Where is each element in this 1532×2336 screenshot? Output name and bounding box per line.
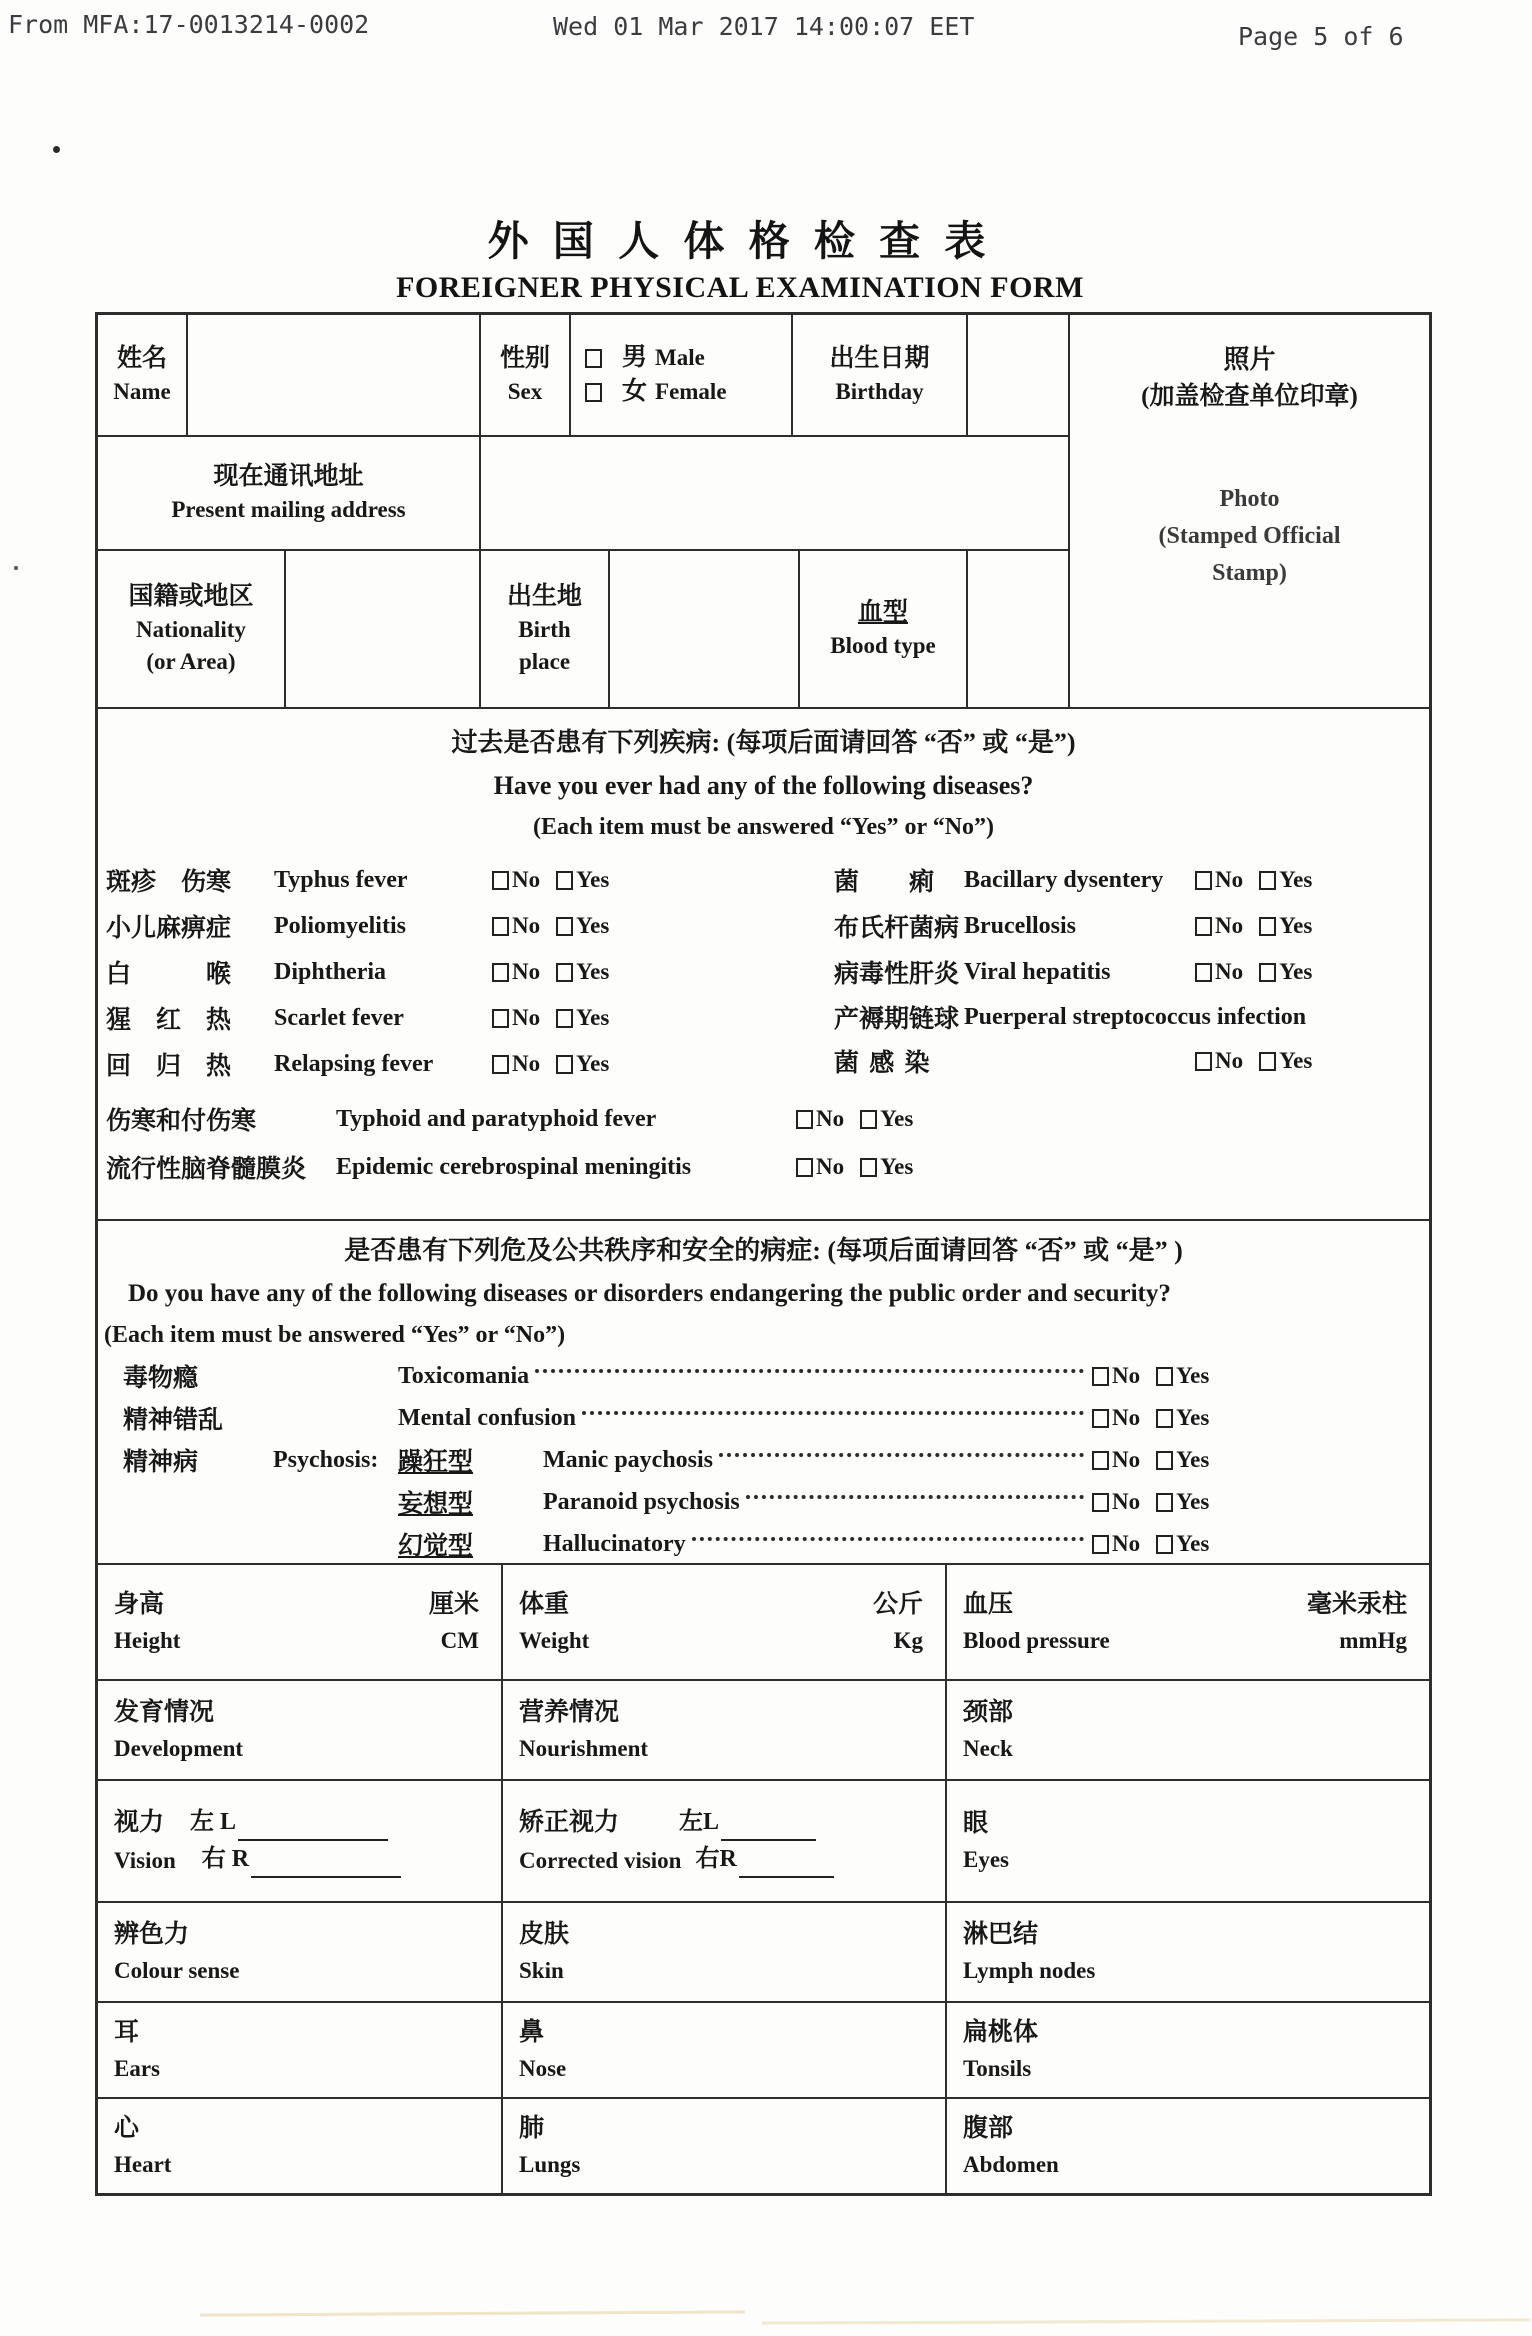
development-row (98, 1679, 1429, 1779)
dotted-leader (535, 1369, 1084, 1373)
yes-checkbox[interactable] (556, 1009, 573, 1028)
blood-type-label: 血型 Blood type (800, 551, 968, 707)
photo-caption-en: Photo (1219, 486, 1280, 512)
yes-checkbox[interactable] (1156, 1451, 1173, 1470)
no-checkbox[interactable] (796, 1110, 813, 1129)
no-checkbox[interactable] (492, 917, 509, 936)
dotted-leader (582, 1411, 1084, 1415)
no-checkbox[interactable] (492, 871, 509, 890)
weight-cell[interactable]: 体重 Weight 公斤 Kg (503, 1565, 947, 1679)
yes-checkbox[interactable] (1156, 1367, 1173, 1386)
lungs-cell[interactable]: 肺 Lungs (503, 2099, 947, 2193)
yes-checkbox[interactable] (556, 1055, 573, 1074)
disease-row-poliomyelitis: 小儿麻痹症 Poliomyelitis No Yes (106, 912, 610, 942)
scan-speck (53, 146, 60, 153)
no-checkbox[interactable] (1092, 1451, 1109, 1470)
fax-from: From MFA:17-0013214-0002 (8, 10, 370, 39)
sex-options (571, 315, 793, 435)
sex-label: 性别 Sex (481, 315, 571, 435)
development-cell[interactable]: 发育情况 Development (98, 1681, 503, 1779)
nourishment-cell[interactable]: 营养情况 Nourishment (503, 1681, 947, 1779)
birthday-value-field[interactable] (968, 315, 1068, 435)
no-checkbox[interactable] (1195, 871, 1212, 890)
vision-right-blank[interactable] (251, 1872, 401, 1878)
blood-type-value-field[interactable] (968, 551, 1068, 707)
colour-sense-cell[interactable]: 辨色力 Colour sense (98, 1903, 503, 2001)
disease-row-brucellosis: 布氏杆菌病 Brucellosis No Yes (834, 912, 1313, 942)
yes-checkbox[interactable] (1259, 1052, 1276, 1071)
height-cell[interactable]: 身高 Height 厘米 CM (98, 1565, 503, 1679)
form-title-en: FOREIGNER PHYSICAL EXAMINATION FORM (396, 271, 1084, 304)
disease-row-diphtheria: 白 喉 Diphtheria No Yes (106, 958, 610, 988)
lymph-nodes-cell[interactable]: 淋巴结 Lymph nodes (963, 1921, 1096, 1983)
corrected-vision-right-blank[interactable] (739, 1872, 834, 1878)
yes-checkbox[interactable] (1259, 917, 1276, 936)
disease-row-scarlet-fever: 猩 红 热 Scarlet fever No Yes (106, 1004, 610, 1034)
security-row-paranoid-psychosis: 妄想型 Paranoid psychosis No Yes (398, 1488, 1210, 1518)
name-value-field[interactable] (188, 315, 481, 435)
birthday-label: 出生日期 Birthday (793, 315, 968, 435)
yes-checkbox[interactable] (1259, 963, 1276, 982)
security-row-toxicomania: 毒物瘾 Toxicomania No Yes (123, 1362, 1210, 1392)
colour-sense-row (98, 1901, 1429, 2001)
yes-checkbox[interactable] (860, 1158, 877, 1177)
neck-cell[interactable]: 颈部 Neck (963, 1699, 1014, 1761)
scan-speck (14, 566, 18, 570)
sex-female-option[interactable]: 女 Female (585, 375, 727, 409)
skin-cell[interactable]: 皮肤 Skin (503, 1903, 947, 2001)
mailing-address-label: 现在通讯地址 Present mailing address (98, 437, 481, 549)
yes-checkbox[interactable] (1156, 1409, 1173, 1428)
ears-cell[interactable]: 耳 Ears (98, 2003, 503, 2097)
vision-row (98, 1779, 1429, 1901)
heart-cell[interactable]: 心 Heart (98, 2099, 503, 2193)
male-checkbox[interactable] (585, 349, 602, 368)
vitals-grid (98, 1563, 1429, 2193)
no-checkbox[interactable] (492, 963, 509, 982)
measurements-row (98, 1563, 1429, 1679)
disease-row-meningitis: 流行性脑脊髓膜炎 Epidemic cerebrospinal meningitis No Yes (106, 1153, 914, 1183)
disease-history-section (98, 707, 1429, 1219)
examination-form-table (95, 312, 1432, 2196)
mailing-address-value-field[interactable] (481, 437, 1068, 549)
nationality-label: 国籍或地区 Nationality (or Area) (98, 551, 286, 707)
identity-section (98, 315, 1429, 707)
female-checkbox[interactable] (585, 383, 602, 402)
vision-cell[interactable]: 视力 左 L Vision 右 R (98, 1781, 503, 1901)
yes-checkbox[interactable] (556, 871, 573, 890)
disease-header-zh: 过去是否患有下列疾病: (每项后面请回答 “否” 或 “是”) (451, 728, 1076, 757)
nose-cell[interactable]: 鼻 Nose (503, 2003, 947, 2097)
dotted-leader (692, 1537, 1084, 1541)
security-row-mental-confusion: 精神错乱 Mental confusion No Yes (123, 1404, 1210, 1434)
heart-row (98, 2097, 1429, 2193)
disease-row-viral-hepatitis: 病毒性肝炎 Viral hepatitis No Yes (834, 958, 1313, 988)
no-checkbox[interactable] (1092, 1493, 1109, 1512)
security-disorders-section (98, 1219, 1429, 1563)
no-checkbox[interactable] (492, 1055, 509, 1074)
dotted-leader (746, 1495, 1084, 1499)
no-checkbox[interactable] (492, 1009, 509, 1028)
yes-checkbox[interactable] (1259, 871, 1276, 890)
yes-checkbox[interactable] (556, 917, 573, 936)
yes-checkbox[interactable] (1156, 1535, 1173, 1554)
form-title-zh: 外 国 人 体 格 检 查 表 (487, 218, 993, 264)
security-row-manic-psychosis: 精神病 Psychosis: 躁狂型 Manic paychosis No Yes (123, 1446, 1210, 1476)
disease-header-note: (Each item must be answered “Yes” or “No”) (532, 814, 995, 840)
eyes-cell[interactable]: 眼 Eyes (963, 1810, 1009, 1872)
disease-row-typhus: 斑疹 伤寒 Typhus fever No Yes (106, 866, 610, 896)
yes-checkbox[interactable] (1156, 1493, 1173, 1512)
disease-column-left (106, 857, 664, 1087)
disease-row-puerperal-streptococcus: 产褥期链球 Puerperal streptococcus infection 菌 感 染 No Yes (834, 1003, 1313, 1077)
fax-datetime: Wed 01 Mar 2017 14:00:07 EET (553, 12, 975, 41)
birthplace-label: 出生地 Birth place (481, 551, 610, 707)
photo-box: 照片 (加盖检查单位印章) Photo (Stamped Official Stamp) (1068, 315, 1429, 707)
nationality-value-field[interactable] (286, 551, 481, 707)
no-checkbox[interactable] (1195, 917, 1212, 936)
tonsils-cell[interactable]: 扁桃体 Tonsils (963, 2019, 1039, 2081)
no-checkbox[interactable] (1092, 1367, 1109, 1386)
ears-row (98, 2001, 1429, 2097)
no-checkbox[interactable] (1092, 1409, 1109, 1428)
disease-wide-rows (98, 1087, 1429, 1191)
scan-artifact-line (200, 2310, 745, 2316)
scan-artifact-line (762, 2318, 1530, 2324)
yes-checkbox[interactable] (556, 963, 573, 982)
dotted-leader (719, 1453, 1084, 1457)
corrected-vision-cell[interactable]: 矫正视力 左L Corrected vision 右R (503, 1781, 947, 1901)
yes-checkbox[interactable] (860, 1110, 877, 1129)
no-checkbox[interactable] (1092, 1535, 1109, 1554)
fax-page-number: Page 5 of 6 (1238, 22, 1404, 51)
form-title-block (95, 208, 1385, 305)
no-checkbox[interactable] (796, 1158, 813, 1177)
security-row-hallucinatory: 幻觉型 Hallucinatory No Yes (398, 1530, 1210, 1560)
disease-header-en: Have you ever had any of the following diseases? (493, 771, 1034, 800)
disease-column-right (664, 857, 1429, 1087)
no-checkbox[interactable] (1195, 1052, 1212, 1071)
security-header-en: Do you have any of the following diseases or disorders endangering the public order and security? (128, 1280, 1171, 1307)
disease-row-bacillary-dysentery: 菌 痢 Bacillary dysentery No Yes (834, 866, 1313, 896)
disease-row-relapsing-fever: 回 归 热 Relapsing fever No Yes (106, 1050, 610, 1080)
security-header-zh: 是否患有下列危及公共秩序和安全的病症: (每项后面请回答 “否” 或 “是” ) (344, 1236, 1183, 1265)
no-checkbox[interactable] (1195, 963, 1212, 982)
blood-pressure-cell[interactable]: 血压 Blood pressure 毫米汞柱 mmHg (963, 1591, 1407, 1653)
abdomen-cell[interactable]: 腹部 Abdomen (963, 2115, 1059, 2177)
security-header-note: (Each item must be answered “Yes” or “No”) (104, 1322, 566, 1348)
name-label: 姓名 Name (98, 315, 188, 435)
disease-row-typhoid: 伤寒和付伤寒 Typhoid and paratyphoid fever No Yes (106, 1105, 914, 1135)
sex-male-option[interactable]: 男 Male (585, 341, 705, 375)
birthplace-value-field[interactable] (610, 551, 800, 707)
